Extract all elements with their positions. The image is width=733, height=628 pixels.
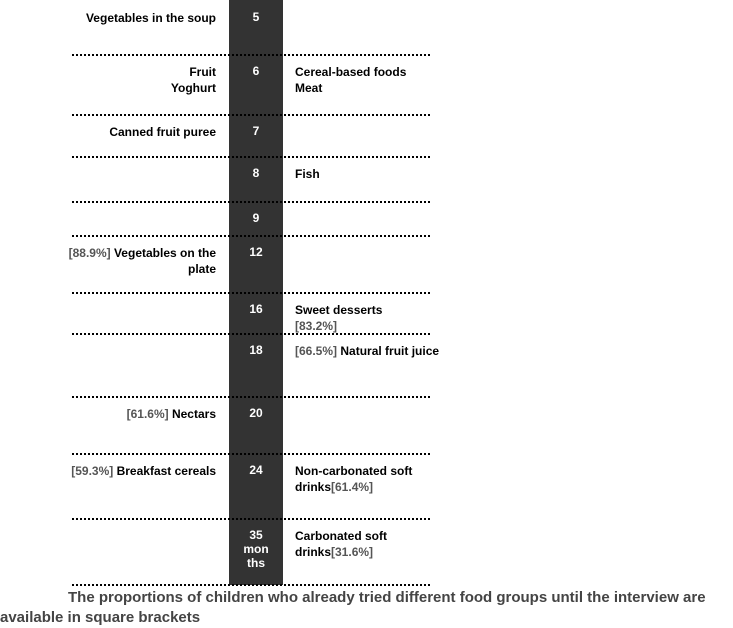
- tried-percentage: [83.2%]: [295, 319, 338, 333]
- food-label: Fish: [295, 167, 320, 181]
- age-label: 24: [249, 463, 263, 477]
- tried-percentage: [88.9%]: [68, 246, 111, 260]
- age-label-line: mon: [243, 542, 269, 556]
- food-label: Carbonated soft drinks: [295, 529, 388, 559]
- food-label: Fruit: [189, 65, 216, 79]
- food-label: Non-carbonated soft drinks: [295, 464, 413, 494]
- food-item: [295, 528, 445, 560]
- food-label: Yoghurt: [170, 81, 216, 95]
- tried-percentage: [31.6%]: [331, 545, 374, 559]
- food-label: Meat: [295, 81, 323, 95]
- age-label: 8: [252, 166, 260, 180]
- left-food-group: [60, 10, 216, 26]
- left-food-group: [60, 124, 216, 140]
- age-label-line: 35: [249, 528, 263, 542]
- food-label: Cereal-based foods: [295, 65, 407, 79]
- left-food-group: [60, 245, 216, 277]
- food-item: [295, 343, 445, 359]
- row-separator: [72, 396, 430, 398]
- food-label: Breakfast cereals: [116, 464, 216, 478]
- age-label: 18: [249, 343, 263, 357]
- left-food-group: [60, 406, 216, 422]
- food-item: [60, 80, 216, 96]
- food-label: Nectars: [171, 407, 216, 421]
- food-item: [295, 302, 445, 334]
- age-label: 16: [249, 302, 263, 316]
- age-label: 5: [252, 10, 260, 24]
- age-label-line: ths: [247, 556, 265, 570]
- food-item: [60, 245, 216, 277]
- right-food-group: [295, 166, 445, 182]
- row-separator: [72, 235, 430, 237]
- food-item: [60, 463, 216, 479]
- age-label: 20: [249, 406, 263, 420]
- age-label: [229, 528, 283, 570]
- food-label: Canned fruit puree: [109, 125, 216, 139]
- food-item: [60, 406, 216, 422]
- right-food-group: [295, 528, 445, 560]
- tried-percentage: [61.4%]: [331, 480, 374, 494]
- food-label: Vegetables on the plate: [113, 246, 216, 276]
- row-separator: [72, 114, 430, 116]
- left-food-group: [60, 463, 216, 479]
- food-label: Vegetables in the soup: [85, 11, 216, 25]
- food-item: [295, 64, 445, 80]
- tried-percentage: [66.5%]: [295, 344, 338, 358]
- right-food-group: [295, 302, 445, 334]
- age-label: 6: [252, 64, 260, 78]
- food-item: [295, 463, 445, 495]
- food-item: [60, 10, 216, 26]
- row-separator: [72, 156, 430, 158]
- food-item: [60, 64, 216, 80]
- food-item: [60, 124, 216, 140]
- food-item: [295, 166, 445, 182]
- right-food-group: [295, 463, 445, 495]
- food-label: Natural fruit juice: [340, 344, 440, 358]
- tried-percentage: [61.6%]: [126, 407, 169, 421]
- right-food-group: [295, 64, 445, 96]
- row-separator: [72, 201, 430, 203]
- figure-caption: The proportions of children who already tried different food groups until the interview are available in square brackets: [0, 589, 706, 626]
- food-item: [295, 80, 445, 96]
- row-separator: [72, 54, 430, 56]
- left-food-group: [60, 64, 216, 96]
- row-separator: [72, 292, 430, 294]
- tried-percentage: [59.3%]: [71, 464, 114, 478]
- row-separator: [72, 518, 430, 520]
- age-label: 9: [252, 211, 260, 225]
- age-label: 7: [252, 124, 260, 138]
- row-separator: [72, 453, 430, 455]
- row-separator: [72, 584, 430, 586]
- food-label: Sweet desserts: [295, 303, 383, 317]
- right-food-group: [295, 343, 445, 359]
- age-label: 12: [249, 245, 263, 259]
